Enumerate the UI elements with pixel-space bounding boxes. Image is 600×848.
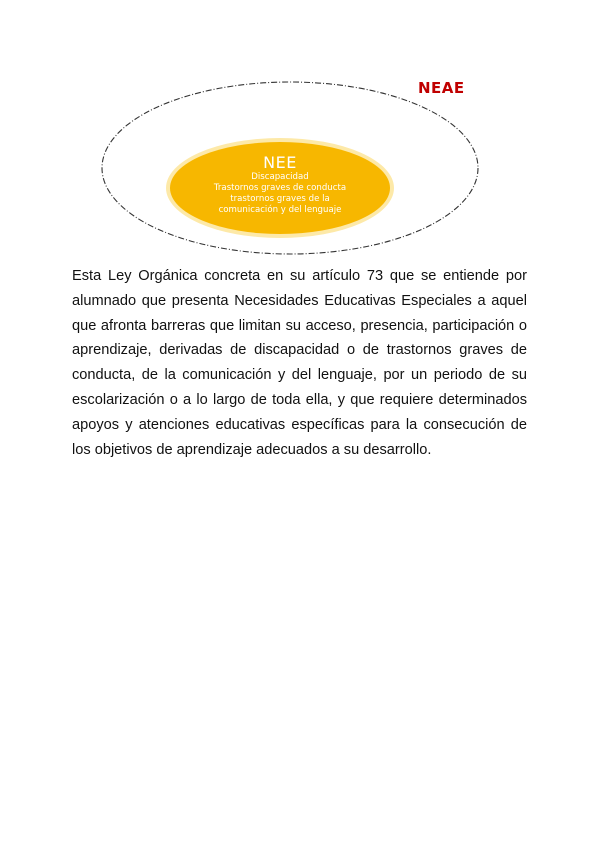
body-paragraph: Esta Ley Orgánica concreta en su artículo 73 que se entiende por alumnado que presenta Necesidades Educativas Especiales a aquel que afronta barreras que limitan su acceso, presencia, participación o aprendizaje, derivadas de discapacidad o de trastornos graves de conducta, de la comunicación y del lenguaje, por un periodo de su escolarización o a lo largo de toda ella, y que requiere determinados apoyos y atenciones educativas específicas para la consecución de los objetivos de aprendizaje adecuados a su desarrollo.: [72, 268, 527, 458]
nee-item-trastornos-conducta: Trastornos graves de conducta: [213, 183, 347, 193]
nee-item-trastornos-comunicacion: trastornos graves de la: [230, 194, 330, 204]
nee-item-discapacidad: Discapacidad: [251, 172, 309, 182]
neae-diagram: [90, 70, 490, 260]
nee-title: NEE: [263, 153, 297, 172]
nee-content: [190, 154, 370, 216]
nee-item-lenguaje: comunicación y del lenguaje: [218, 205, 342, 215]
neae-label: NEAE: [418, 79, 465, 97]
